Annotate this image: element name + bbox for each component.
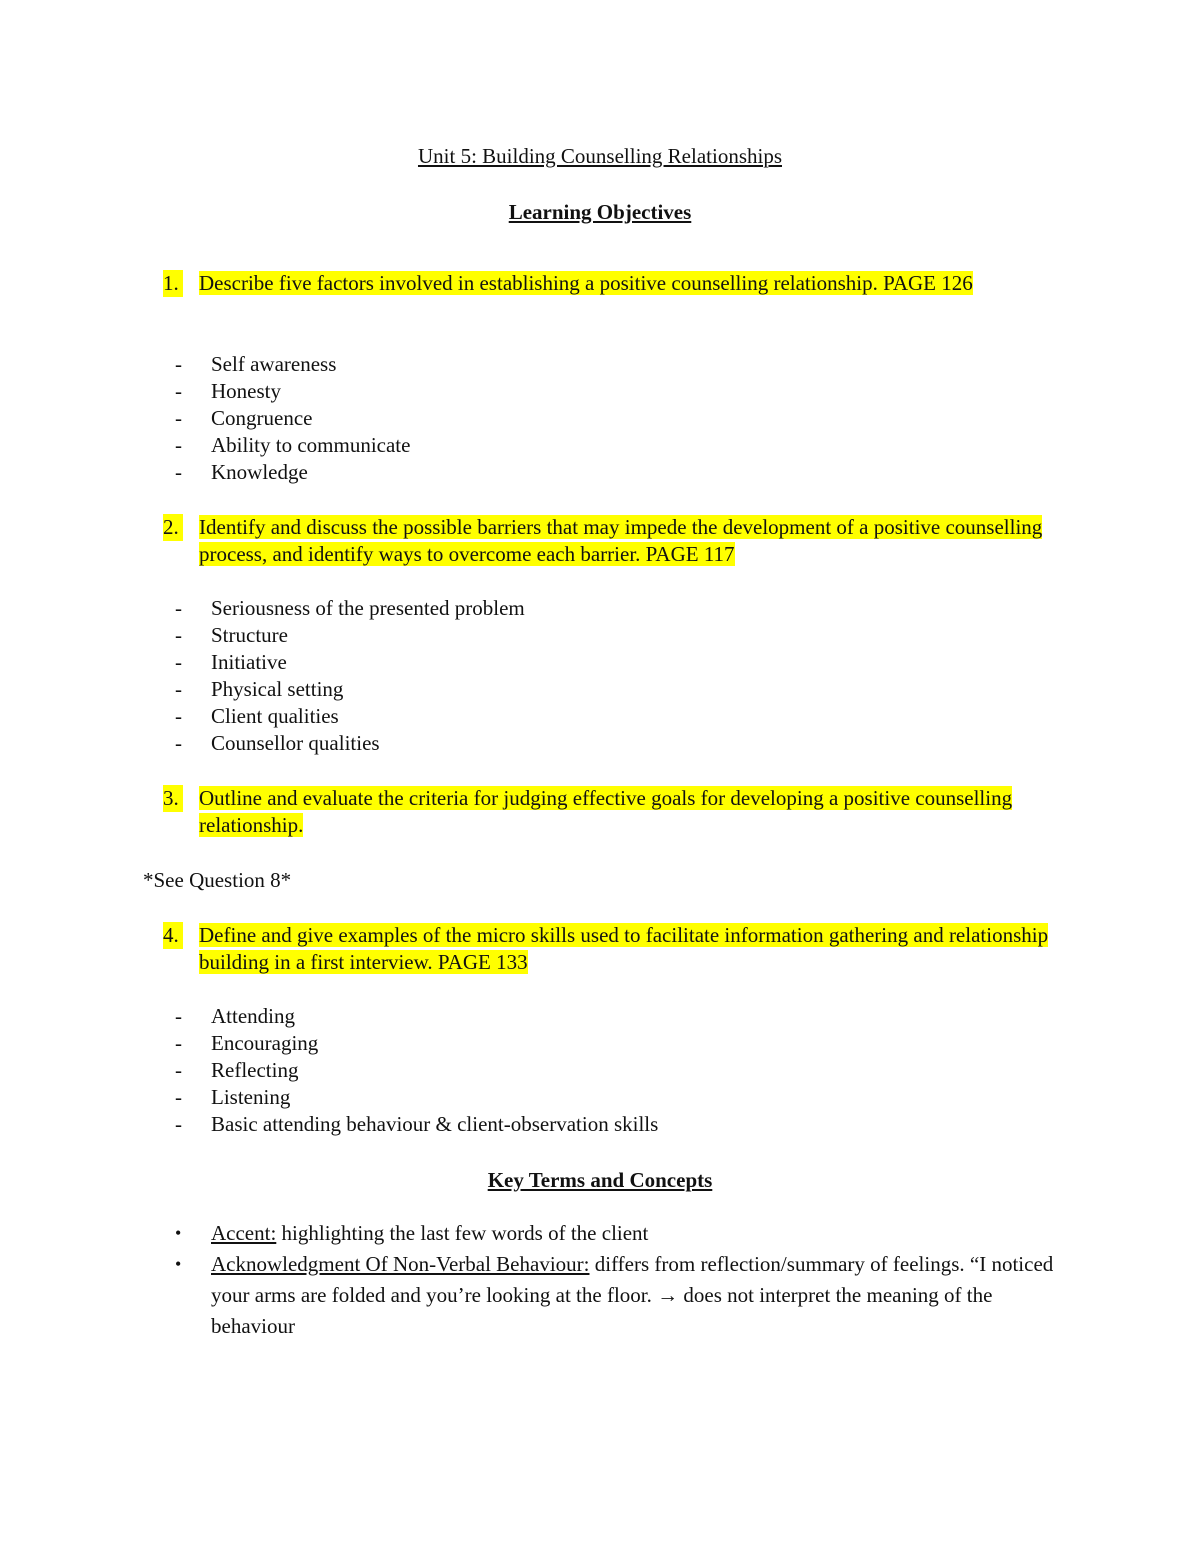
objective-text: Define and give examples of the micro skills used to facilitate information gathering and relationship building in a first interview. PAGE 133	[199, 923, 1049, 974]
list-item: - Structure	[175, 623, 288, 647]
key-term-definition: differs from reflection/summary of feelings. “I noticed your arms are folded and you’re looking at the floor. → does not interpret the meaning of the behaviour	[211, 1252, 1054, 1338]
objective-number: 2.	[163, 514, 183, 541]
objective-number: 3.	[163, 785, 183, 812]
key-term-definition: highlighting the last few words of the client	[276, 1221, 649, 1245]
key-term-item	[175, 1218, 1065, 1249]
objective-4-list	[175, 1003, 658, 1138]
document-title: Unit 5: Building Counselling Relationships	[417, 144, 782, 168]
objective-4	[163, 922, 1063, 976]
key-terms-heading: Key Terms and Concepts	[487, 1168, 713, 1192]
list-item: - Honesty	[175, 379, 281, 403]
key-term: Acknowledgment Of Non-Verbal Behaviour:	[211, 1252, 590, 1276]
list-item: - Ability to communicate	[175, 433, 411, 457]
key-term: Accent:	[211, 1221, 277, 1245]
key-terms-list	[175, 1218, 1065, 1342]
list-item: - Attending	[175, 1004, 295, 1028]
list-item: - Initiative	[175, 650, 287, 674]
key-term-item	[175, 1249, 1065, 1342]
list-item: - Encouraging	[175, 1031, 319, 1055]
objective-3	[163, 785, 1063, 839]
bullet-icon: •	[175, 1254, 182, 1274]
list-item: - Seriousness of the presented problem	[175, 596, 525, 620]
objective-number: 1.	[163, 270, 183, 297]
list-item: - Listening	[175, 1085, 291, 1109]
learning-objectives-heading: Learning Objectives	[508, 200, 692, 224]
see-question-note: *See Question 8*	[143, 868, 292, 892]
objective-text: Describe five factors involved in establishing a positive counselling relationship. PAGE 126	[199, 271, 973, 295]
list-item: - Counsellor qualities	[175, 731, 380, 755]
objective-text: Identify and discuss the possible barriers that may impede the development of a positive counselling process, and identify ways to overcome each barrier. PAGE 117	[199, 515, 1043, 566]
objective-1	[163, 270, 1063, 297]
objective-number: 4.	[163, 922, 183, 949]
objective-1-list	[175, 351, 410, 486]
list-item: - Client qualities	[175, 704, 339, 728]
list-item: - Knowledge	[175, 460, 308, 484]
list-item: - Congruence	[175, 406, 313, 430]
bullet-icon: •	[175, 1223, 182, 1243]
objective-text: Outline and evaluate the criteria for judging effective goals for developing a positive counselling relationship.	[199, 786, 1013, 837]
objective-2	[163, 514, 1063, 568]
list-item: - Physical setting	[175, 677, 344, 701]
objective-2-list	[175, 595, 525, 757]
list-item: - Reflecting	[175, 1058, 299, 1082]
list-item: - Self awareness	[175, 352, 337, 376]
list-item: - Basic attending behaviour & client-observation skills	[175, 1112, 659, 1136]
